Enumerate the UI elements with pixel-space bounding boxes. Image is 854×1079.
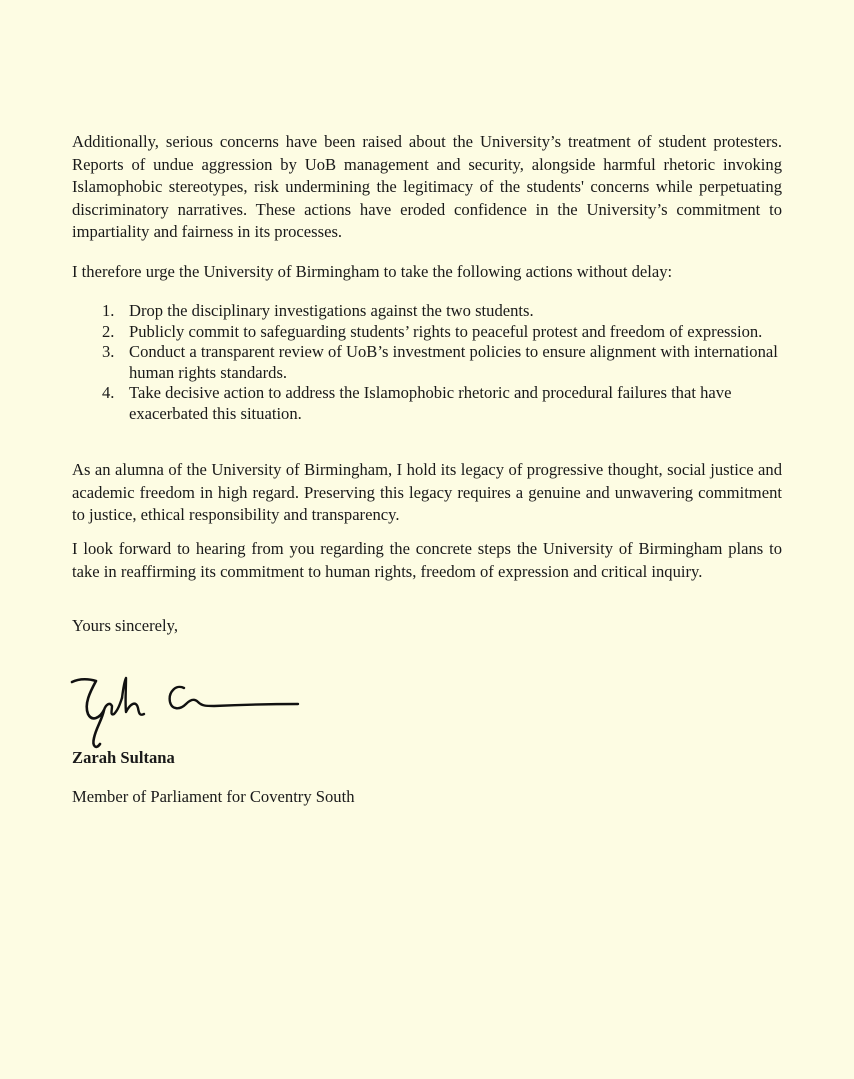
signatory-title: Member of Parliament for Coventry South: [72, 787, 355, 806]
list-item: [72, 301, 782, 322]
list-item-text: Take decisive action to address the Islamophobic rhetoric and procedural failures that have exacerbated this situation.: [129, 383, 732, 423]
concerns-paragraph-text: Additionally, serious concerns have been raised about the University’s treatment of student protesters. Reports of undue aggression by UoB management and security, alongside harmful rhetoric invoking Islamophobic stereotypes, risk undermining the legitimacy of the students' concerns while perpetuating discriminatory narratives. These actions have eroded confidence in the University’s commitment to impartiality and fairness in its processes.: [72, 132, 782, 241]
concerns-paragraph: [72, 131, 782, 244]
actions-list: [72, 301, 782, 425]
list-item-number: 2.: [102, 321, 115, 341]
list-item-text: Publicly commit to safeguarding students’ rights to peaceful protest and freedom of expression.: [129, 321, 763, 341]
urge-paragraph: [72, 261, 782, 284]
forward-paragraph: [72, 538, 782, 583]
list-item-text: Conduct a transparent review of UoB’s investment policies to ensure alignment with international human rights standards.: [129, 342, 778, 382]
alumna-paragraph: [72, 459, 782, 527]
alumna-paragraph-text: As an alumna of the University of Birmingham, I hold its legacy of progressive thought, social justice and academic freedom in high regard. Preserving this legacy requires a genuine and unwavering commitment to justice, ethical responsibility and transparency.: [72, 460, 782, 524]
urge-paragraph-text: I therefore urge the University of Birmingham to take the following actions without delay:: [72, 262, 673, 281]
list-item-number: 4.: [102, 383, 115, 403]
list-item: [72, 383, 782, 424]
forward-paragraph-text: I look forward to hearing from you regarding the concrete steps the University of Birmingham plans to take in reaffirming its commitment to human rights, freedom of expression and critical inquiry.: [72, 539, 782, 581]
closing-salutation: Yours sincerely,: [72, 616, 179, 635]
handwritten-signature: [66, 668, 302, 750]
list-item-number: 3.: [102, 342, 115, 362]
list-item-number: 1.: [102, 301, 115, 320]
list-item: [72, 342, 782, 383]
list-item-text: Drop the disciplinary investigations against the two students.: [129, 301, 534, 320]
list-item: [72, 322, 782, 343]
signatory-name: Zarah Sultana: [72, 748, 175, 767]
